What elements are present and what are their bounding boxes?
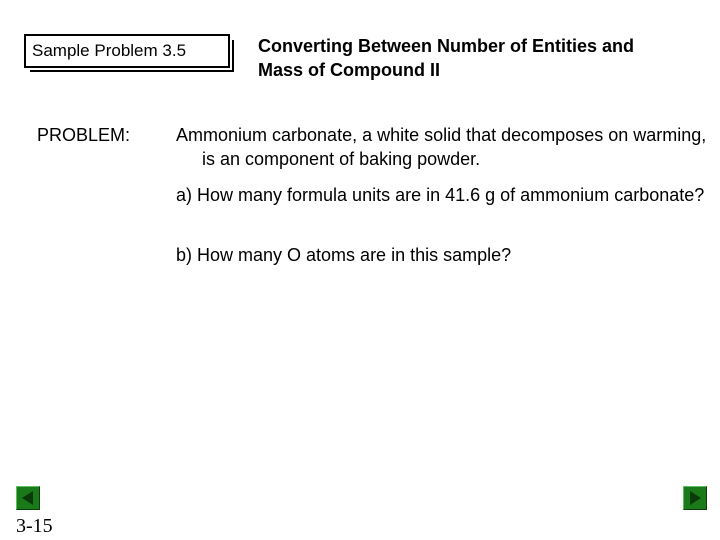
triangle-right-icon [684, 487, 706, 509]
title-line-2: Mass of Compound II [258, 60, 440, 80]
previous-slide-button[interactable] [16, 486, 40, 510]
sample-problem-badge [24, 34, 230, 68]
title-line-1: Converting Between Number of Entities and [258, 36, 635, 56]
sample-problem-label: Sample Problem 3.5 [32, 41, 187, 60]
triangle-left-icon [17, 487, 39, 509]
page-title [258, 34, 698, 82]
next-slide-button[interactable] [683, 486, 707, 510]
question-a: a) How many formula units are in 41.6 g of ammonium carbonate? [176, 185, 705, 205]
problem-statement: Ammonium carbonate, a white solid that decomposes on warming, is an component of baking powder. [176, 125, 707, 169]
question-b: b) How many O atoms are in this sample? [176, 245, 512, 265]
problem-label: PROBLEM: [37, 125, 131, 145]
slide-number: 3-15 [16, 515, 53, 537]
